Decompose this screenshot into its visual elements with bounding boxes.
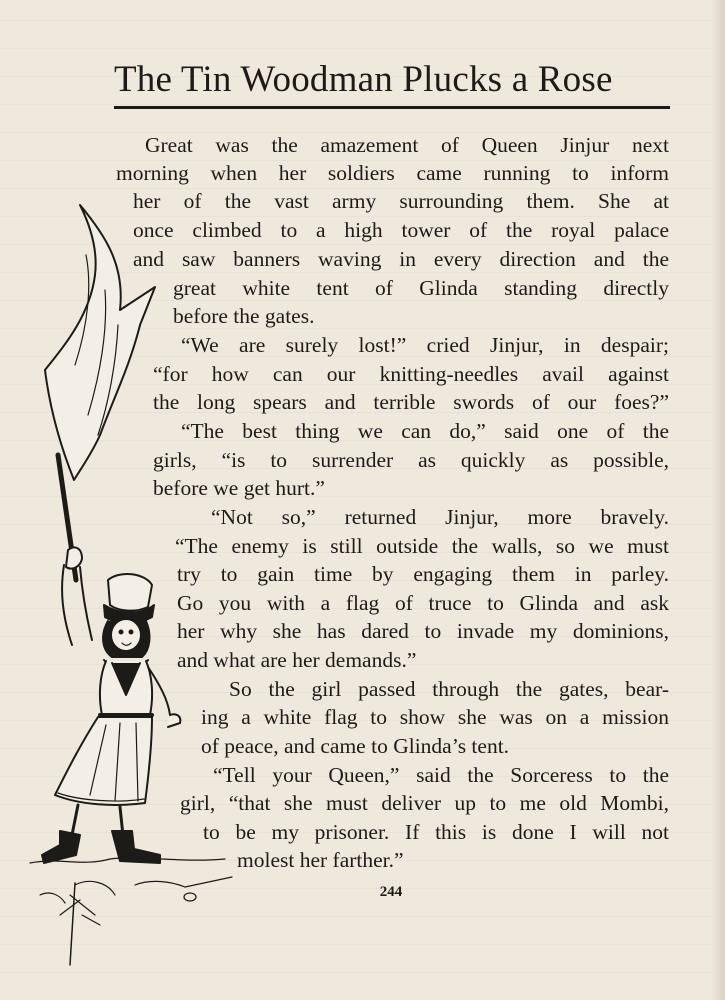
text-line: great white tent of Glinda standing directly bbox=[173, 276, 669, 300]
text-line: to be my prisoner. If this is done I will not bbox=[203, 820, 669, 844]
text-line: morning when her soldiers came running to inform bbox=[116, 161, 669, 185]
text-line: “for how can our knitting-needles avail against bbox=[153, 362, 669, 386]
text-line: ing a white flag to show she was on a mission bbox=[201, 705, 669, 729]
text-line: her of the vast army surrounding them. She at bbox=[133, 189, 669, 213]
text-line: “The enemy is still outside the walls, so we must bbox=[175, 534, 669, 558]
text-line: her why she has dared to invade my dominions, bbox=[177, 619, 669, 643]
text-line: “Tell your Queen,” said the Sorceress to the bbox=[213, 763, 669, 787]
chapter-title: The Tin Woodman Plucks a Rose bbox=[114, 59, 613, 100]
text-line: girl, “that she must deliver up to me old Mombi, bbox=[180, 791, 669, 815]
text-line: before we get hurt.” bbox=[153, 476, 325, 500]
text-line: “The best thing we can do,” said one of the bbox=[181, 419, 669, 443]
text-line: “Not so,” returned Jinjur, more bravely. bbox=[211, 505, 669, 529]
text-line: of peace, and came to Glinda’s tent. bbox=[201, 734, 510, 758]
text-line: and what are her demands.” bbox=[177, 648, 417, 672]
page-edge-shadow bbox=[711, 0, 725, 1000]
text-line: and saw banners waving in every direction and the bbox=[133, 247, 669, 271]
page-number: 244 bbox=[379, 884, 403, 900]
text-line: “We are surely lost!” cried Jinjur, in despair; bbox=[181, 333, 669, 357]
text-line: Great was the amazement of Queen Jinjur next bbox=[145, 133, 669, 157]
text-line: girls, “is to surrender as quickly as possible, bbox=[153, 448, 669, 472]
text-line: before the gates. bbox=[173, 304, 315, 328]
text-line: Go you with a flag of truce to Glinda and ask bbox=[177, 591, 669, 615]
text-line: once climbed to a high tower of the royal palace bbox=[133, 218, 669, 242]
text-line: So the girl passed through the gates, bear- bbox=[229, 677, 669, 701]
text-line: molest her farther.” bbox=[237, 848, 404, 872]
text-line: try to gain time by engaging them in parley. bbox=[177, 562, 669, 586]
text-line: the long spears and terrible swords of our foes?” bbox=[153, 390, 669, 414]
girl-with-flag-illustration bbox=[20, 195, 245, 970]
title-rule bbox=[114, 106, 670, 109]
